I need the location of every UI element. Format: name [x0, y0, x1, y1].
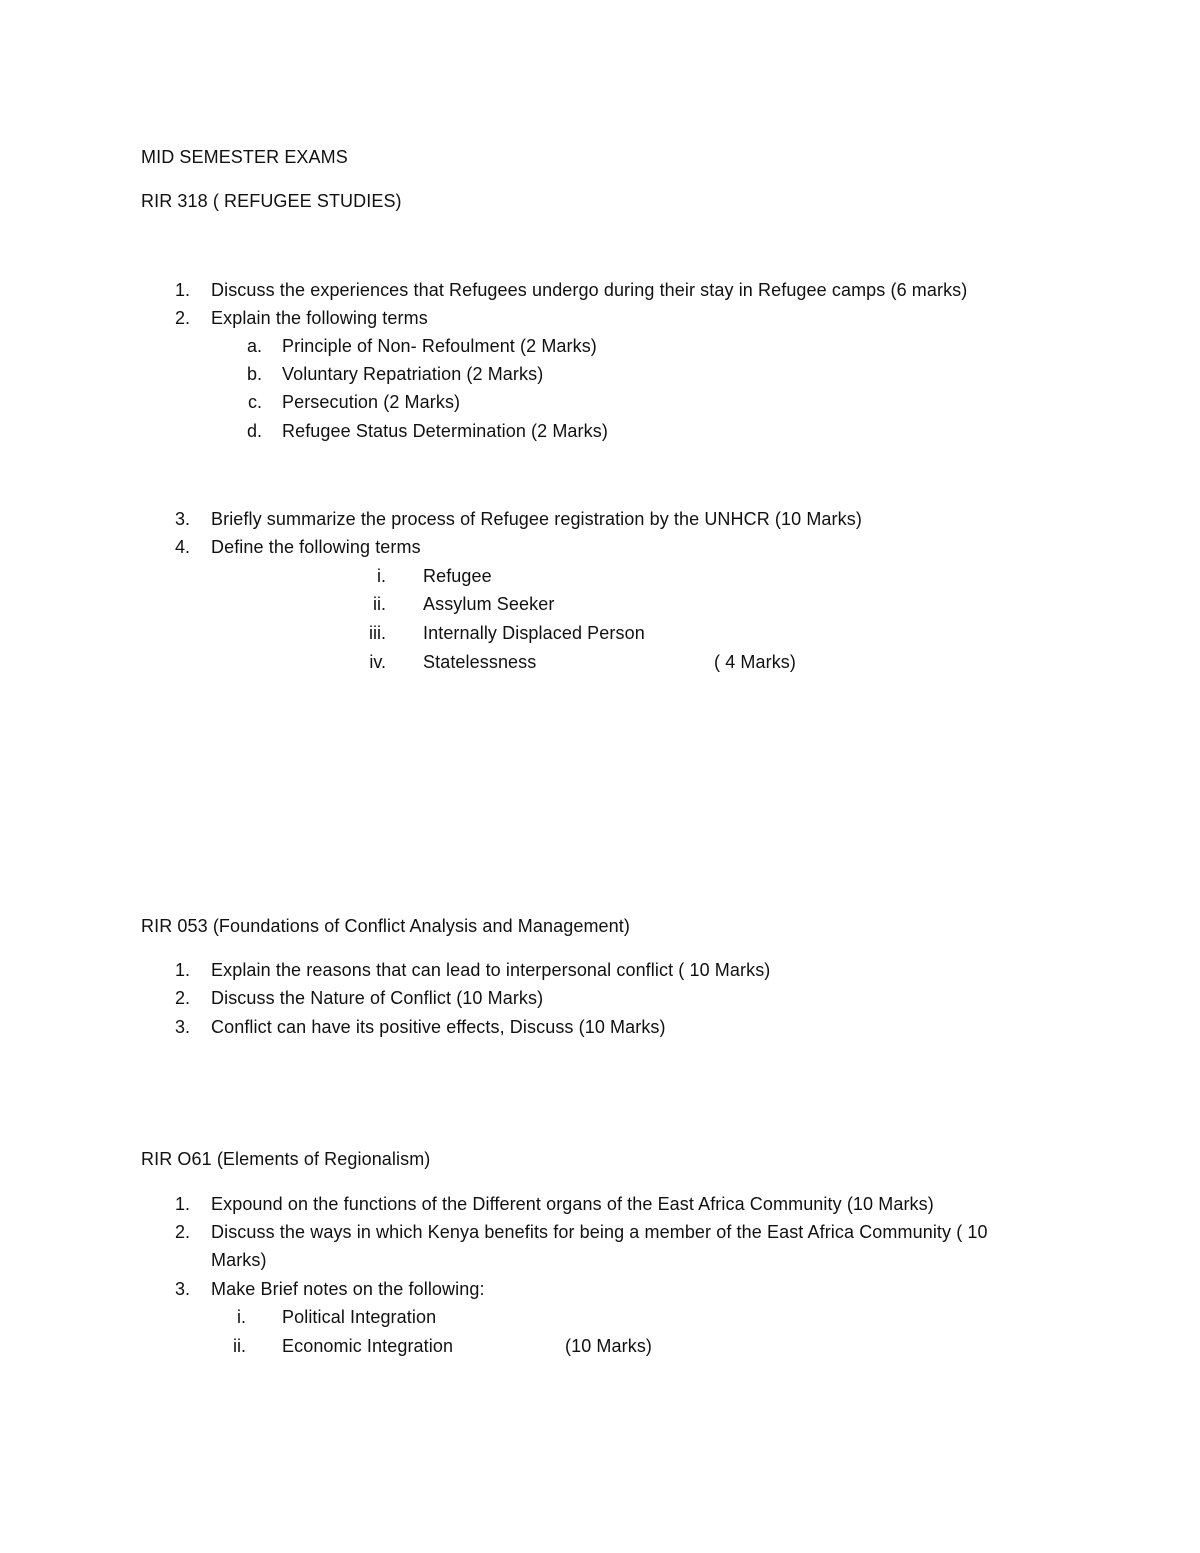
- section-heading-rir061: RIR O61 (Elements of Regionalism): [141, 1149, 431, 1169]
- question-text: Define the following terms: [211, 537, 421, 557]
- sub-item-text: Persecution (2 Marks): [282, 392, 461, 412]
- question-number: 2.: [174, 308, 190, 328]
- sub-item-text: Refugee: [423, 566, 492, 586]
- question-text: Expound on the functions of the Different organs of the East Africa Community (10 Marks): [211, 1194, 934, 1214]
- sub-item-label: i.: [237, 1307, 246, 1327]
- sub-item-label: iii.: [369, 623, 386, 643]
- question-text: Explain the reasons that can lead to interpersonal conflict ( 10 Marks): [211, 960, 771, 980]
- question-number: 2.: [174, 988, 190, 1008]
- sub-item-text: Internally Displaced Person: [423, 623, 645, 643]
- sub-item-text: Principle of Non- Refoulment (2 Marks): [282, 336, 597, 356]
- sub-item-label: d.: [246, 421, 262, 441]
- sub-item-label: c.: [247, 392, 262, 412]
- question-text: Make Brief notes on the following:: [211, 1279, 485, 1299]
- question-number: 3.: [174, 1279, 190, 1299]
- sub-item-label: iv.: [369, 652, 386, 672]
- question-text: Explain the following terms: [211, 308, 428, 328]
- sub-item-label: b.: [246, 364, 262, 384]
- question-number: 2.: [174, 1222, 190, 1242]
- sub-item-text: Assylum Seeker: [423, 594, 555, 614]
- sub-item-label: ii.: [373, 594, 386, 614]
- question-text: Conflict can have its positive effects, Discuss (10 Marks): [211, 1017, 666, 1037]
- section-heading-rir318: RIR 318 ( REFUGEE STUDIES): [141, 191, 402, 211]
- sub-item-label: i.: [377, 566, 386, 586]
- sub-item-label: ii.: [233, 1336, 246, 1356]
- sub-item-text: Statelessness: [423, 652, 537, 672]
- question-number: 4.: [174, 537, 190, 557]
- sub-item-label: a.: [246, 336, 262, 356]
- marks-label: (10 Marks): [565, 1336, 653, 1356]
- sub-item-text: Economic Integration: [282, 1336, 454, 1356]
- sub-item-text: Voluntary Repatriation (2 Marks): [282, 364, 544, 384]
- sub-item-text: Refugee Status Determination (2 Marks): [282, 421, 608, 441]
- question-number: 3.: [174, 509, 190, 529]
- question-text: Discuss the experiences that Refugees undergo during their stay in Refugee camps (6 marks): [211, 280, 968, 300]
- marks-label: ( 4 Marks): [714, 652, 796, 672]
- question-number: 1.: [174, 1194, 190, 1214]
- question-number: 3.: [174, 1017, 190, 1037]
- question-text: Discuss the ways in which Kenya benefits for being a member of the East Africa Community ( 10: [211, 1222, 988, 1242]
- question-text: Discuss the Nature of Conflict (10 Marks): [211, 988, 544, 1008]
- document-title: MID SEMESTER EXAMS: [141, 147, 348, 167]
- question-number: 1.: [174, 280, 190, 300]
- question-text: Briefly summarize the process of Refugee registration by the UNHCR (10 Marks): [211, 509, 862, 529]
- question-text-continued: Marks): [211, 1250, 267, 1270]
- section-heading-rir053: RIR 053 (Foundations of Conflict Analysis and Management): [141, 916, 630, 936]
- question-number: 1.: [174, 960, 190, 980]
- sub-item-text: Political Integration: [282, 1307, 437, 1327]
